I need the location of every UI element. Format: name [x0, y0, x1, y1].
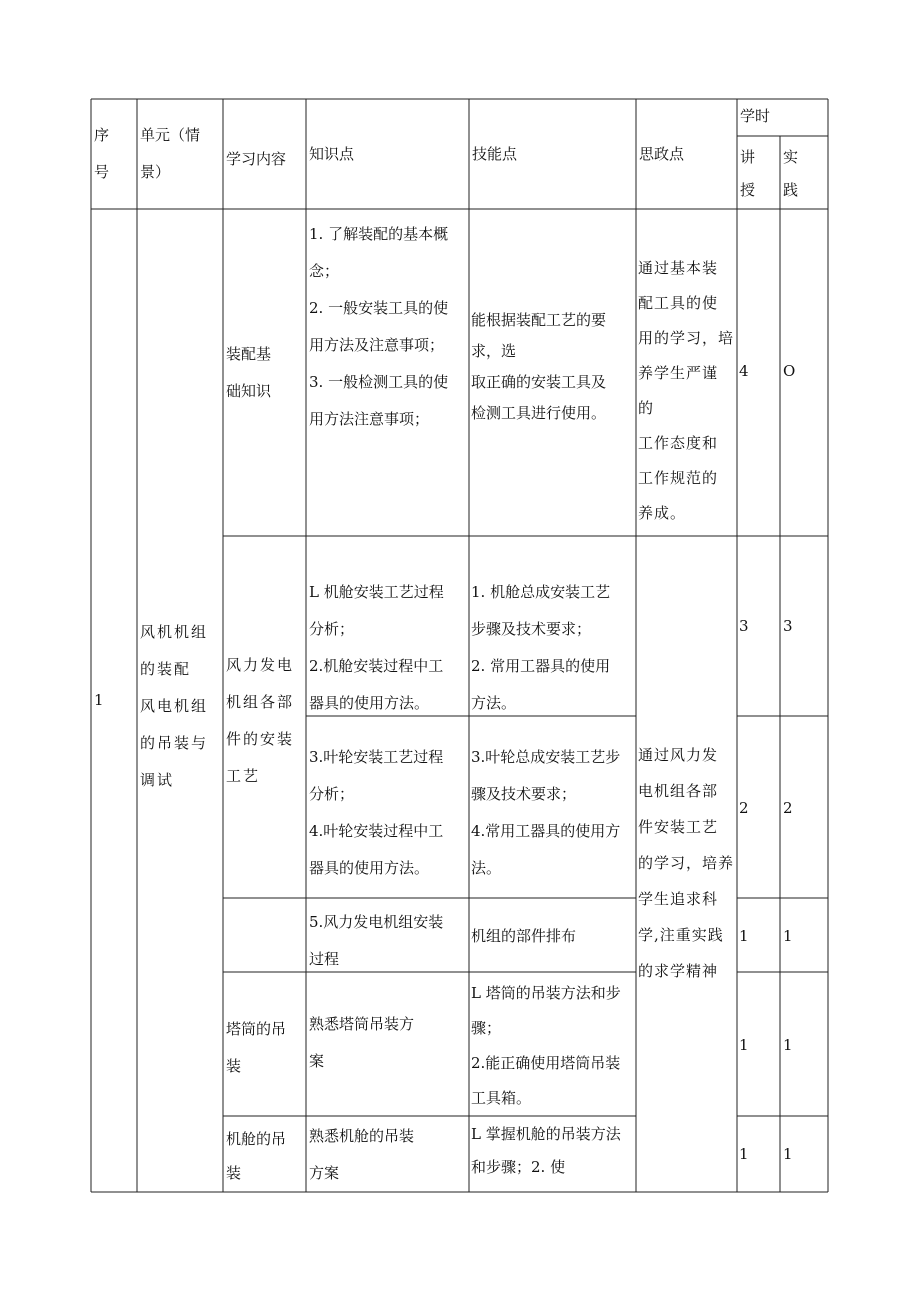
row2-practice: 3 [783, 617, 793, 635]
tower-ideology [638, 737, 736, 989]
header-content: 学习内容 [226, 150, 287, 168]
row5-lecture: 1 [739, 1036, 749, 1054]
row6-skill-line: 和步骤；2. 使 [471, 1158, 566, 1176]
row1-skill-line: 能根据装配工艺的要 [471, 311, 607, 329]
row3-lecture: 2 [739, 799, 749, 817]
tower-ideology-line: 学生追求科 [638, 890, 719, 908]
header-skill: 技能点 [472, 145, 518, 163]
row6-skill [471, 1118, 636, 1184]
row5-knowledge-line: 熟悉塔筒吊装方 [309, 1015, 415, 1033]
row3-knowledge-line: 4.叶轮安装过程中工 [309, 822, 444, 840]
row2-knowledge-line: 2.机舱安装过程中工 [309, 657, 444, 675]
header-unit-line: 单元（情 [140, 126, 201, 144]
row5-knowledge [309, 1006, 469, 1080]
row1-knowledge-line: 念； [309, 262, 340, 280]
unit-line: 风电机组 [140, 697, 209, 715]
row2-skill-line: 步骤及技术要求； [471, 620, 592, 638]
tower-content-line: 件的安装 [226, 730, 295, 748]
row2-lecture: 3 [739, 617, 749, 635]
header-lecture-line: 讲 [740, 148, 756, 166]
row1-skill-line: 检测工具进行使用。 [471, 404, 607, 422]
row5-skill-line: 工具箱。 [471, 1089, 532, 1107]
row2-skill-line: 2. 常用工器具的使用 [471, 657, 611, 675]
row1-ideology-line: 工作态度和 [638, 434, 719, 452]
row6-lecture: 1 [739, 1145, 749, 1163]
row6-content-line: 装 [226, 1164, 242, 1182]
row1-ideology-line: 通过基本装 [638, 259, 719, 277]
row5-content-line: 塔筒的吊 [226, 1020, 287, 1038]
tower-ideology-line: 的求学精神 [638, 962, 719, 980]
row2-knowledge-line: 器具的使用方法。 [309, 694, 430, 712]
row4-skill-line: 机组的部件排布 [471, 927, 577, 945]
header-practice [783, 141, 826, 207]
row6-skill-line: L 掌握机舱的吊装方法 [471, 1125, 621, 1143]
row5-content [226, 1011, 304, 1085]
row1-content-line: 础知识 [226, 382, 272, 400]
row2-knowledge-line: 分析； [309, 620, 355, 638]
header-practice-line: 实 [783, 148, 799, 166]
unit-value [140, 614, 222, 799]
unit-line: 风机机组 [140, 623, 209, 641]
row1-ideology-line: 的 [638, 399, 655, 417]
row3-skill-line: 骤及技术要求； [471, 785, 577, 803]
row1-skill [471, 305, 635, 429]
tower-ideology-line: 件安装工艺 [638, 818, 719, 836]
row1-knowledge-line: 1. 了解装配的基本概 [309, 225, 449, 243]
header-hours: 学时 [740, 107, 771, 125]
row5-skill-line: L 塔筒的吊装方法和步 [471, 984, 621, 1002]
row4-lecture: 1 [739, 927, 749, 945]
row4-knowledge [309, 904, 469, 978]
row1-knowledge-line: 用方法注意事项； [309, 410, 430, 428]
tower-content-line: 风力发电 [226, 656, 295, 674]
row4-skill [471, 918, 635, 955]
row6-content [226, 1122, 304, 1190]
row1-lecture: 4 [739, 362, 749, 380]
header-practice-line: 践 [783, 181, 799, 199]
row1-ideology-line: 用的学习，培 [638, 329, 735, 347]
seq-value: 1 [94, 691, 104, 709]
header-seq-line: 序 [94, 126, 110, 144]
row4-knowledge-line: 5.风力发电机组安装 [309, 913, 444, 931]
row1-ideology-line: 配工具的使 [638, 294, 719, 312]
row1-skill-line: 取正确的安装工具及 [471, 373, 607, 391]
row3-practice: 2 [783, 799, 793, 817]
row3-knowledge [309, 739, 471, 887]
row1-practice: O [783, 362, 796, 380]
row3-skill-line: 法。 [471, 859, 502, 877]
row5-practice: 1 [783, 1036, 793, 1054]
tower-ideology-line: 通过风力发 [638, 746, 719, 764]
row5-knowledge-line: 案 [309, 1052, 325, 1070]
row5-skill-line: 2.能正确使用塔筒吊装 [471, 1054, 621, 1072]
row6-knowledge-line: 熟悉机舱的吊装 [309, 1127, 415, 1145]
tower-content [226, 647, 306, 795]
row1-knowledge [309, 216, 467, 438]
row1-skill-line: 求，选 [471, 342, 517, 360]
row1-content-line: 装配基 [226, 345, 272, 363]
header-lecture [740, 141, 778, 207]
row6-knowledge [309, 1118, 469, 1192]
row1-ideology-line: 养成。 [638, 504, 687, 522]
tower-ideology-line: 的学习，培养 [638, 854, 735, 872]
row1-knowledge-line: 2. 一般安装工具的使 [309, 299, 449, 317]
row4-practice: 1 [783, 927, 793, 945]
row3-knowledge-line: 器具的使用方法。 [309, 859, 430, 877]
tower-ideology-line: 学,注重实践 [638, 926, 724, 944]
row1-knowledge-line: 3. 一般检测工具的使 [309, 373, 449, 391]
header-seq [94, 117, 134, 191]
header-unit [140, 117, 222, 191]
unit-line: 的吊装与 [140, 734, 209, 752]
header-unit-line: 景） [140, 163, 171, 181]
tower-content-line: 工艺 [226, 767, 261, 785]
row3-knowledge-line: 3.叶轮安装工艺过程 [309, 748, 444, 766]
row5-skill [471, 976, 636, 1116]
header-seq-line: 号 [94, 163, 110, 181]
tower-ideology-line: 电机组各部 [638, 782, 719, 800]
row6-practice: 1 [783, 1145, 793, 1163]
row1-knowledge-line: 用方法及注意事项； [309, 336, 445, 354]
row1-ideology-line: 工作规范的 [638, 469, 719, 487]
row5-content-line: 装 [226, 1057, 242, 1075]
header-ideology: 思政点 [639, 145, 685, 163]
row3-skill-line: 3.叶轮总成安装工艺步 [471, 748, 621, 766]
row5-skill-line: 骤； [471, 1019, 502, 1037]
row1-ideology [638, 251, 736, 531]
row2-knowledge-line: L 机舱安装工艺过程 [309, 583, 444, 601]
row1-ideology-line: 养学生严谨 [638, 364, 719, 382]
unit-line: 调试 [140, 771, 175, 789]
row6-knowledge-line: 方案 [309, 1164, 340, 1182]
row2-skill [471, 574, 636, 722]
tower-content-line: 机组各部 [226, 693, 295, 711]
row6-content-line: 机舱的吊 [226, 1130, 287, 1148]
row2-skill-line: 1. 机舱总成安装工艺 [471, 583, 611, 601]
unit-line: 的装配 [140, 660, 192, 678]
row3-knowledge-line: 分析； [309, 785, 355, 803]
row2-skill-line: 方法。 [471, 694, 517, 712]
row1-content [226, 336, 304, 410]
row4-knowledge-line: 过程 [309, 950, 340, 968]
row3-skill-line: 4.常用工器具的使用方 [471, 822, 621, 840]
header-knowledge: 知识点 [309, 145, 355, 163]
row3-skill [471, 739, 636, 887]
header-lecture-line: 授 [740, 181, 756, 199]
row2-knowledge [309, 574, 471, 722]
